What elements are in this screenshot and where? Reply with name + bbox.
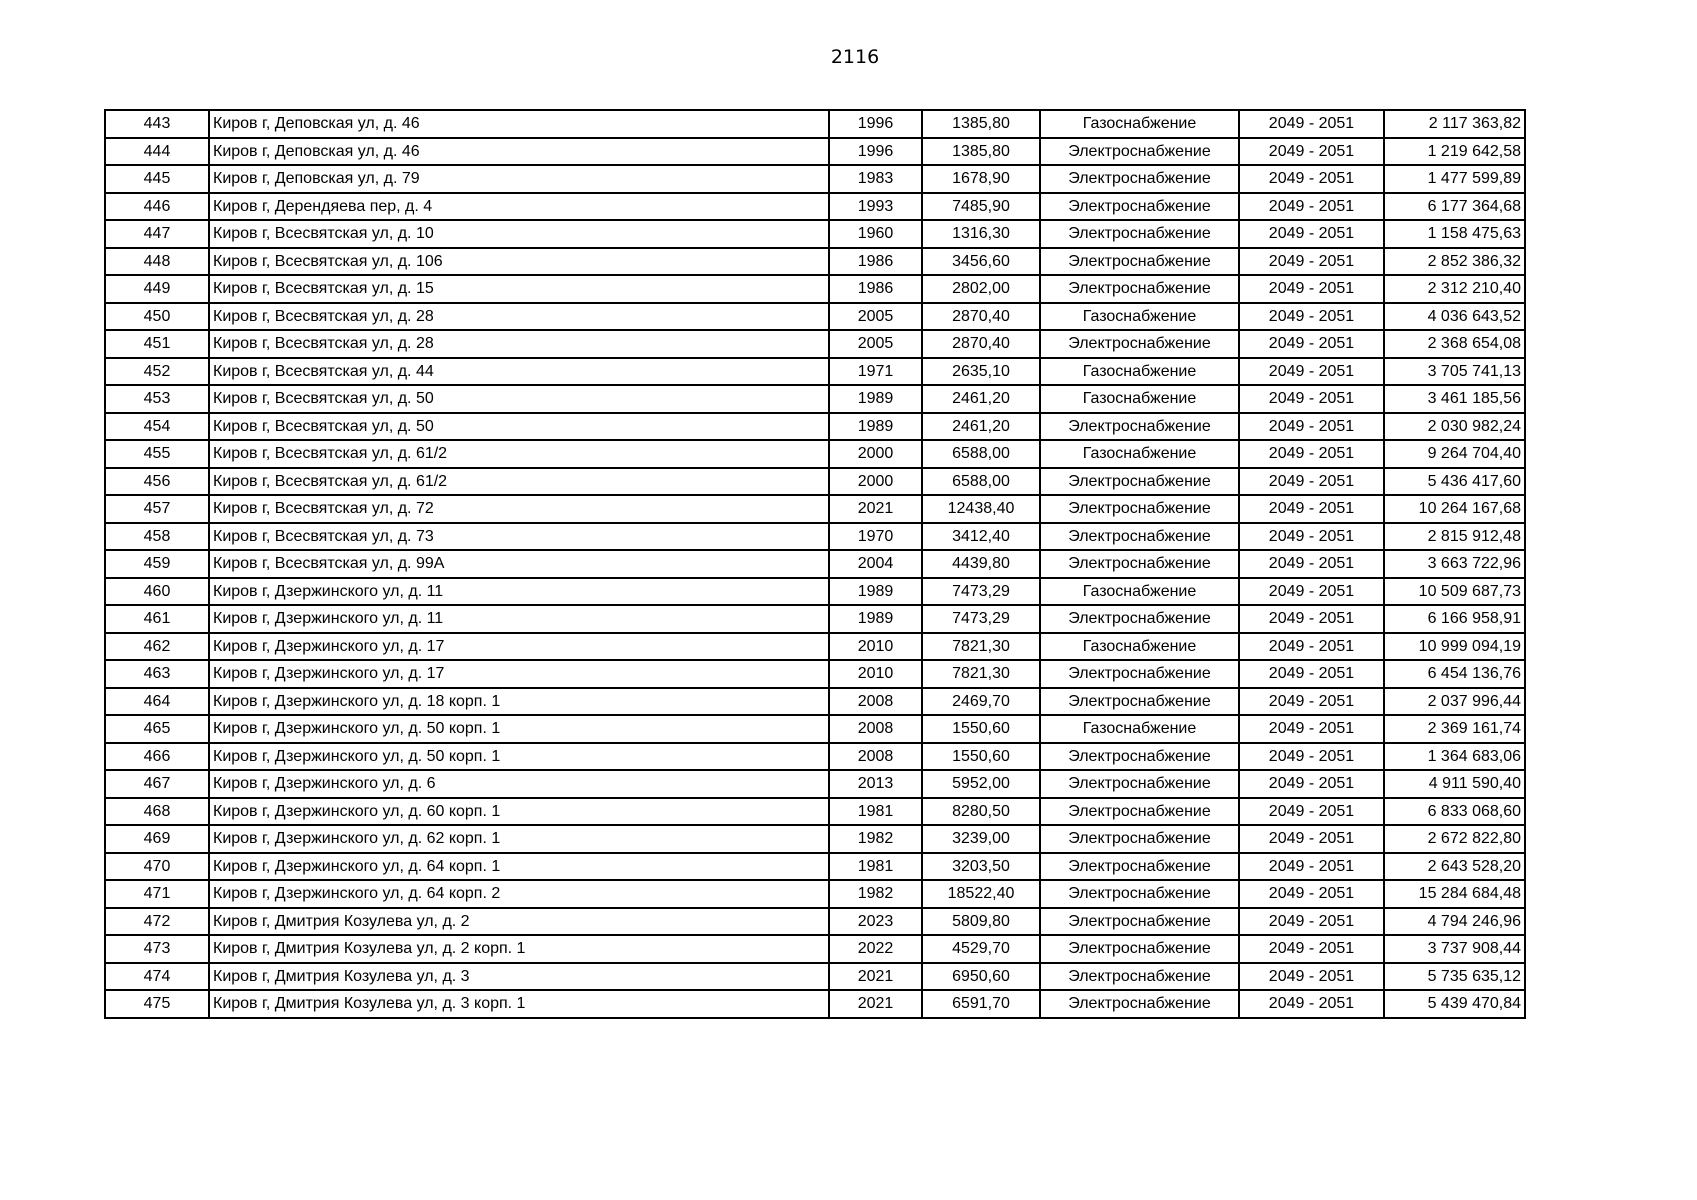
registry-table — [104, 109, 1526, 1019]
row-number-cell: 459 — [105, 550, 209, 578]
table-row — [105, 248, 1525, 276]
row-number-cell: 467 — [105, 770, 209, 798]
address-cell: Киров г, Деповская ул, д. 79 — [209, 165, 829, 193]
address-cell: Киров г, Дзержинского ул, д. 18 корп. 1 — [209, 688, 829, 716]
period-cell: 2049 - 2051 — [1239, 275, 1384, 303]
cost-cell: 10 509 687,73 — [1384, 578, 1525, 606]
area-cell: 4439,80 — [922, 550, 1040, 578]
area-cell: 3203,50 — [922, 853, 1040, 881]
service-cell: Электроснабжение — [1040, 193, 1239, 221]
table-row — [105, 495, 1525, 523]
area-cell: 2802,00 — [922, 275, 1040, 303]
service-cell: Электроснабжение — [1040, 770, 1239, 798]
year-cell: 1983 — [829, 165, 922, 193]
row-number-cell: 469 — [105, 825, 209, 853]
area-cell: 7473,29 — [922, 605, 1040, 633]
cost-cell: 2 030 982,24 — [1384, 413, 1525, 441]
period-cell: 2049 - 2051 — [1239, 220, 1384, 248]
table-row — [105, 413, 1525, 441]
year-cell: 1996 — [829, 138, 922, 166]
row-number-cell: 462 — [105, 633, 209, 661]
cost-cell: 2 312 210,40 — [1384, 275, 1525, 303]
table-row — [105, 990, 1525, 1018]
area-cell: 6950,60 — [922, 963, 1040, 991]
row-number-cell: 451 — [105, 330, 209, 358]
year-cell: 2010 — [829, 660, 922, 688]
row-number-cell: 461 — [105, 605, 209, 633]
table-row — [105, 385, 1525, 413]
area-cell: 2469,70 — [922, 688, 1040, 716]
service-cell: Газоснабжение — [1040, 110, 1239, 138]
year-cell: 1989 — [829, 413, 922, 441]
service-cell: Электроснабжение — [1040, 880, 1239, 908]
area-cell: 2461,20 — [922, 413, 1040, 441]
cost-cell: 4 794 246,96 — [1384, 908, 1525, 936]
area-cell: 18522,40 — [922, 880, 1040, 908]
row-number-cell: 457 — [105, 495, 209, 523]
row-number-cell: 471 — [105, 880, 209, 908]
address-cell: Киров г, Дзержинского ул, д. 11 — [209, 605, 829, 633]
address-cell: Киров г, Всесвятская ул, д. 106 — [209, 248, 829, 276]
table-body — [105, 110, 1525, 1018]
cost-cell: 15 284 684,48 — [1384, 880, 1525, 908]
service-cell: Электроснабжение — [1040, 743, 1239, 771]
year-cell: 2021 — [829, 990, 922, 1018]
table-row — [105, 743, 1525, 771]
address-cell: Киров г, Всесвятская ул, д. 73 — [209, 523, 829, 551]
service-cell: Электроснабжение — [1040, 963, 1239, 991]
service-cell: Газоснабжение — [1040, 440, 1239, 468]
row-number-cell: 466 — [105, 743, 209, 771]
address-cell: Киров г, Дерендяева пер, д. 4 — [209, 193, 829, 221]
row-number-cell: 458 — [105, 523, 209, 551]
table-row — [105, 908, 1525, 936]
year-cell: 2004 — [829, 550, 922, 578]
area-cell: 6591,70 — [922, 990, 1040, 1018]
year-cell: 1960 — [829, 220, 922, 248]
cost-cell: 2 815 912,48 — [1384, 523, 1525, 551]
year-cell: 1996 — [829, 110, 922, 138]
service-cell: Газоснабжение — [1040, 358, 1239, 386]
row-number-cell: 448 — [105, 248, 209, 276]
table-row — [105, 303, 1525, 331]
service-cell: Электроснабжение — [1040, 605, 1239, 633]
row-number-cell: 450 — [105, 303, 209, 331]
service-cell: Электроснабжение — [1040, 330, 1239, 358]
service-cell: Газоснабжение — [1040, 303, 1239, 331]
area-cell: 1678,90 — [922, 165, 1040, 193]
cost-cell: 1 219 642,58 — [1384, 138, 1525, 166]
cost-cell: 6 166 958,91 — [1384, 605, 1525, 633]
address-cell: Киров г, Всесвятская ул, д. 50 — [209, 413, 829, 441]
year-cell: 1971 — [829, 358, 922, 386]
service-cell: Электроснабжение — [1040, 495, 1239, 523]
period-cell: 2049 - 2051 — [1239, 193, 1384, 221]
period-cell: 2049 - 2051 — [1239, 990, 1384, 1018]
service-cell: Электроснабжение — [1040, 165, 1239, 193]
year-cell: 2021 — [829, 495, 922, 523]
area-cell: 3456,60 — [922, 248, 1040, 276]
year-cell: 2005 — [829, 330, 922, 358]
period-cell: 2049 - 2051 — [1239, 660, 1384, 688]
address-cell: Киров г, Всесвятская ул, д. 44 — [209, 358, 829, 386]
cost-cell: 6 177 364,68 — [1384, 193, 1525, 221]
cost-cell: 5 735 635,12 — [1384, 963, 1525, 991]
cost-cell: 3 737 908,44 — [1384, 935, 1525, 963]
cost-cell: 5 436 417,60 — [1384, 468, 1525, 496]
year-cell: 2000 — [829, 468, 922, 496]
period-cell: 2049 - 2051 — [1239, 358, 1384, 386]
area-cell: 6588,00 — [922, 468, 1040, 496]
table-row — [105, 853, 1525, 881]
area-cell: 5952,00 — [922, 770, 1040, 798]
cost-cell: 4 036 643,52 — [1384, 303, 1525, 331]
year-cell: 1986 — [829, 248, 922, 276]
table-row — [105, 358, 1525, 386]
page-number: 2116 — [830, 46, 880, 68]
year-cell: 2008 — [829, 743, 922, 771]
cost-cell: 10 999 094,19 — [1384, 633, 1525, 661]
table-row — [105, 578, 1525, 606]
table-row — [105, 165, 1525, 193]
area-cell: 7821,30 — [922, 633, 1040, 661]
table-row — [105, 275, 1525, 303]
address-cell: Киров г, Всесвятская ул, д. 99А — [209, 550, 829, 578]
area-cell: 3239,00 — [922, 825, 1040, 853]
period-cell: 2049 - 2051 — [1239, 440, 1384, 468]
period-cell: 2049 - 2051 — [1239, 880, 1384, 908]
year-cell: 2023 — [829, 908, 922, 936]
period-cell: 2049 - 2051 — [1239, 110, 1384, 138]
service-cell: Электроснабжение — [1040, 550, 1239, 578]
table-row — [105, 605, 1525, 633]
year-cell: 1981 — [829, 798, 922, 826]
row-number-cell: 464 — [105, 688, 209, 716]
year-cell: 1989 — [829, 578, 922, 606]
period-cell: 2049 - 2051 — [1239, 495, 1384, 523]
row-number-cell: 468 — [105, 798, 209, 826]
area-cell: 2870,40 — [922, 303, 1040, 331]
address-cell: Киров г, Деповская ул, д. 46 — [209, 110, 829, 138]
cost-cell: 9 264 704,40 — [1384, 440, 1525, 468]
address-cell: Киров г, Дзержинского ул, д. 64 корп. 2 — [209, 880, 829, 908]
service-cell: Электроснабжение — [1040, 798, 1239, 826]
cost-cell: 6 454 136,76 — [1384, 660, 1525, 688]
service-cell: Электроснабжение — [1040, 660, 1239, 688]
period-cell: 2049 - 2051 — [1239, 605, 1384, 633]
year-cell: 2022 — [829, 935, 922, 963]
period-cell: 2049 - 2051 — [1239, 138, 1384, 166]
address-cell: Киров г, Дзержинского ул, д. 64 корп. 1 — [209, 853, 829, 881]
cost-cell: 1 158 475,63 — [1384, 220, 1525, 248]
service-cell: Электроснабжение — [1040, 825, 1239, 853]
period-cell: 2049 - 2051 — [1239, 825, 1384, 853]
cost-cell: 2 672 822,80 — [1384, 825, 1525, 853]
address-cell: Киров г, Дзержинского ул, д. 60 корп. 1 — [209, 798, 829, 826]
table-row — [105, 193, 1525, 221]
area-cell: 7485,90 — [922, 193, 1040, 221]
cost-cell: 2 037 996,44 — [1384, 688, 1525, 716]
address-cell: Киров г, Дмитрия Козулева ул, д. 2 корп. 1 — [209, 935, 829, 963]
area-cell: 1316,30 — [922, 220, 1040, 248]
row-number-cell: 456 — [105, 468, 209, 496]
address-cell: Киров г, Деповская ул, д. 46 — [209, 138, 829, 166]
area-cell: 7821,30 — [922, 660, 1040, 688]
row-number-cell: 453 — [105, 385, 209, 413]
period-cell: 2049 - 2051 — [1239, 413, 1384, 441]
row-number-cell: 445 — [105, 165, 209, 193]
address-cell: Киров г, Всесвятская ул, д. 61/2 — [209, 440, 829, 468]
cost-cell: 3 705 741,13 — [1384, 358, 1525, 386]
period-cell: 2049 - 2051 — [1239, 578, 1384, 606]
area-cell: 4529,70 — [922, 935, 1040, 963]
period-cell: 2049 - 2051 — [1239, 935, 1384, 963]
area-cell: 1385,80 — [922, 138, 1040, 166]
row-number-cell: 473 — [105, 935, 209, 963]
cost-cell: 1 364 683,06 — [1384, 743, 1525, 771]
service-cell: Электроснабжение — [1040, 990, 1239, 1018]
area-cell: 1550,60 — [922, 715, 1040, 743]
year-cell: 1970 — [829, 523, 922, 551]
cost-cell: 2 368 654,08 — [1384, 330, 1525, 358]
address-cell: Киров г, Всесвятская ул, д. 28 — [209, 330, 829, 358]
address-cell: Киров г, Дмитрия Козулева ул, д. 3 корп. 1 — [209, 990, 829, 1018]
table-row — [105, 468, 1525, 496]
cost-cell: 10 264 167,68 — [1384, 495, 1525, 523]
table-row — [105, 688, 1525, 716]
table-row — [105, 660, 1525, 688]
address-cell: Киров г, Всесвятская ул, д. 50 — [209, 385, 829, 413]
address-cell: Киров г, Всесвятская ул, д. 28 — [209, 303, 829, 331]
cost-cell: 3 461 185,56 — [1384, 385, 1525, 413]
period-cell: 2049 - 2051 — [1239, 853, 1384, 881]
row-number-cell: 463 — [105, 660, 209, 688]
service-cell: Газоснабжение — [1040, 633, 1239, 661]
table-row — [105, 633, 1525, 661]
area-cell: 1385,80 — [922, 110, 1040, 138]
service-cell: Электроснабжение — [1040, 275, 1239, 303]
row-number-cell: 460 — [105, 578, 209, 606]
cost-cell: 2 117 363,82 — [1384, 110, 1525, 138]
address-cell: Киров г, Дзержинского ул, д. 50 корп. 1 — [209, 715, 829, 743]
row-number-cell: 446 — [105, 193, 209, 221]
service-cell: Газоснабжение — [1040, 385, 1239, 413]
year-cell: 2013 — [829, 770, 922, 798]
period-cell: 2049 - 2051 — [1239, 385, 1384, 413]
table-row — [105, 138, 1525, 166]
address-cell: Киров г, Дзержинского ул, д. 17 — [209, 660, 829, 688]
address-cell: Киров г, Дзержинского ул, д. 62 корп. 1 — [209, 825, 829, 853]
table-row — [105, 523, 1525, 551]
period-cell: 2049 - 2051 — [1239, 633, 1384, 661]
period-cell: 2049 - 2051 — [1239, 330, 1384, 358]
service-cell: Электроснабжение — [1040, 413, 1239, 441]
address-cell: Киров г, Дмитрия Козулева ул, д. 3 — [209, 963, 829, 991]
year-cell: 1989 — [829, 385, 922, 413]
address-cell: Киров г, Всесвятская ул, д. 10 — [209, 220, 829, 248]
period-cell: 2049 - 2051 — [1239, 468, 1384, 496]
row-number-cell: 454 — [105, 413, 209, 441]
area-cell: 2635,10 — [922, 358, 1040, 386]
service-cell: Электроснабжение — [1040, 523, 1239, 551]
table-row — [105, 330, 1525, 358]
cost-cell: 2 852 386,32 — [1384, 248, 1525, 276]
row-number-cell: 444 — [105, 138, 209, 166]
year-cell: 1986 — [829, 275, 922, 303]
year-cell: 1981 — [829, 853, 922, 881]
table-row — [105, 110, 1525, 138]
row-number-cell: 470 — [105, 853, 209, 881]
table-row — [105, 963, 1525, 991]
period-cell: 2049 - 2051 — [1239, 523, 1384, 551]
year-cell: 2010 — [829, 633, 922, 661]
table-row — [105, 880, 1525, 908]
service-cell: Электроснабжение — [1040, 853, 1239, 881]
area-cell: 3412,40 — [922, 523, 1040, 551]
cost-cell: 2 643 528,20 — [1384, 853, 1525, 881]
service-cell: Газоснабжение — [1040, 715, 1239, 743]
area-cell: 2870,40 — [922, 330, 1040, 358]
row-number-cell: 465 — [105, 715, 209, 743]
table-row — [105, 715, 1525, 743]
area-cell: 1550,60 — [922, 743, 1040, 771]
year-cell: 1993 — [829, 193, 922, 221]
table-row — [105, 770, 1525, 798]
table-row — [105, 825, 1525, 853]
year-cell: 1982 — [829, 880, 922, 908]
period-cell: 2049 - 2051 — [1239, 165, 1384, 193]
period-cell: 2049 - 2051 — [1239, 908, 1384, 936]
table-row — [105, 798, 1525, 826]
address-cell: Киров г, Всесвятская ул, д. 72 — [209, 495, 829, 523]
year-cell: 2005 — [829, 303, 922, 331]
service-cell: Электроснабжение — [1040, 908, 1239, 936]
period-cell: 2049 - 2051 — [1239, 743, 1384, 771]
table-row — [105, 440, 1525, 468]
service-cell: Электроснабжение — [1040, 468, 1239, 496]
address-cell: Киров г, Дмитрия Козулева ул, д. 2 — [209, 908, 829, 936]
cost-cell: 1 477 599,89 — [1384, 165, 1525, 193]
table-row — [105, 550, 1525, 578]
period-cell: 2049 - 2051 — [1239, 688, 1384, 716]
period-cell: 2049 - 2051 — [1239, 963, 1384, 991]
service-cell: Электроснабжение — [1040, 248, 1239, 276]
address-cell: Киров г, Дзержинского ул, д. 17 — [209, 633, 829, 661]
period-cell: 2049 - 2051 — [1239, 798, 1384, 826]
area-cell: 6588,00 — [922, 440, 1040, 468]
service-cell: Электроснабжение — [1040, 220, 1239, 248]
area-cell: 12438,40 — [922, 495, 1040, 523]
area-cell: 8280,50 — [922, 798, 1040, 826]
service-cell: Электроснабжение — [1040, 688, 1239, 716]
area-cell: 7473,29 — [922, 578, 1040, 606]
area-cell: 5809,80 — [922, 908, 1040, 936]
row-number-cell: 447 — [105, 220, 209, 248]
period-cell: 2049 - 2051 — [1239, 303, 1384, 331]
row-number-cell: 452 — [105, 358, 209, 386]
period-cell: 2049 - 2051 — [1239, 550, 1384, 578]
row-number-cell: 474 — [105, 963, 209, 991]
period-cell: 2049 - 2051 — [1239, 715, 1384, 743]
cost-cell: 2 369 161,74 — [1384, 715, 1525, 743]
cost-cell: 5 439 470,84 — [1384, 990, 1525, 1018]
row-number-cell: 443 — [105, 110, 209, 138]
address-cell: Киров г, Дзержинского ул, д. 6 — [209, 770, 829, 798]
year-cell: 2008 — [829, 715, 922, 743]
service-cell: Электроснабжение — [1040, 935, 1239, 963]
row-number-cell: 472 — [105, 908, 209, 936]
year-cell: 1982 — [829, 825, 922, 853]
cost-cell: 3 663 722,96 — [1384, 550, 1525, 578]
cost-cell: 6 833 068,60 — [1384, 798, 1525, 826]
cost-cell: 4 911 590,40 — [1384, 770, 1525, 798]
table-row — [105, 220, 1525, 248]
period-cell: 2049 - 2051 — [1239, 770, 1384, 798]
address-cell: Киров г, Дзержинского ул, д. 11 — [209, 578, 829, 606]
row-number-cell: 455 — [105, 440, 209, 468]
year-cell: 2008 — [829, 688, 922, 716]
row-number-cell: 475 — [105, 990, 209, 1018]
address-cell: Киров г, Всесвятская ул, д. 61/2 — [209, 468, 829, 496]
area-cell: 2461,20 — [922, 385, 1040, 413]
service-cell: Электроснабжение — [1040, 138, 1239, 166]
table-row — [105, 935, 1525, 963]
period-cell: 2049 - 2051 — [1239, 248, 1384, 276]
row-number-cell: 449 — [105, 275, 209, 303]
year-cell: 2021 — [829, 963, 922, 991]
address-cell: Киров г, Дзержинского ул, д. 50 корп. 1 — [209, 743, 829, 771]
year-cell: 2000 — [829, 440, 922, 468]
service-cell: Газоснабжение — [1040, 578, 1239, 606]
year-cell: 1989 — [829, 605, 922, 633]
address-cell: Киров г, Всесвятская ул, д. 15 — [209, 275, 829, 303]
